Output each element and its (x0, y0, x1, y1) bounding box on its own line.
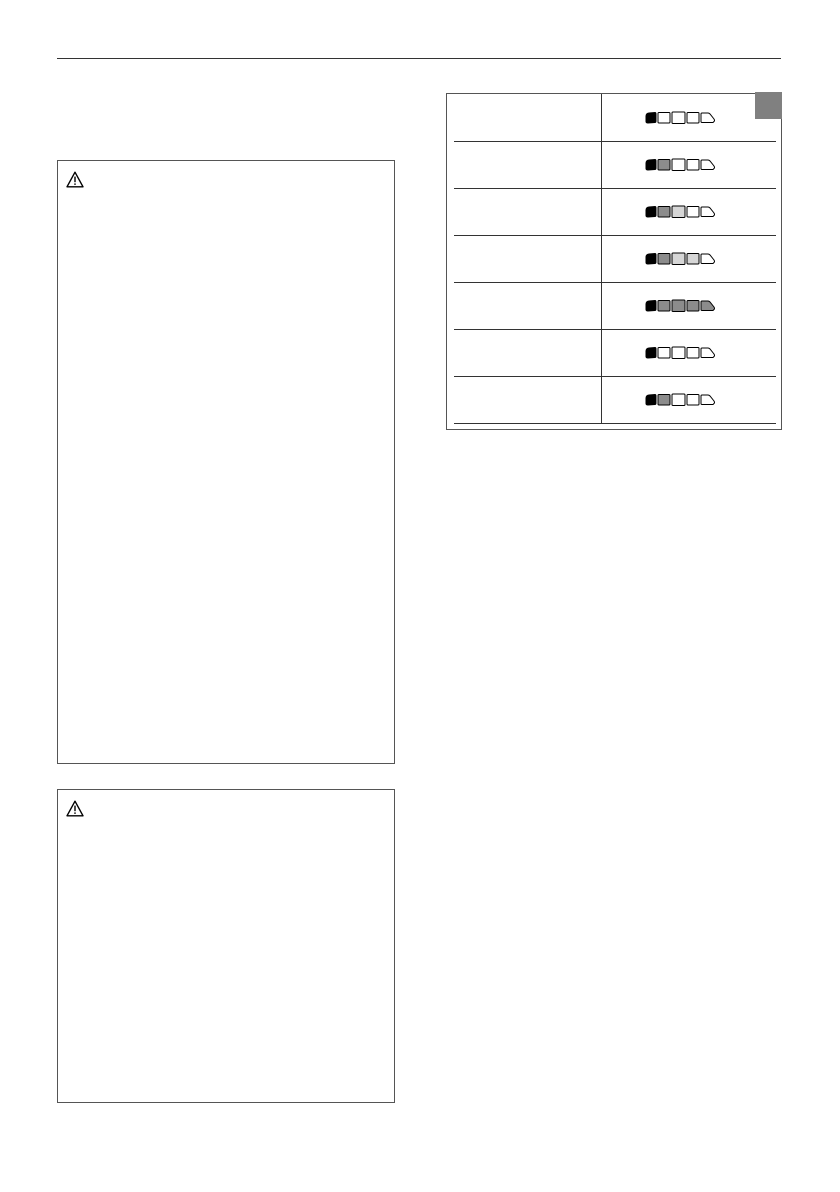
level-segment (687, 207, 699, 218)
side-tab (755, 92, 782, 119)
level-segment (658, 254, 670, 265)
row-divider (454, 235, 776, 236)
level-segment (687, 254, 699, 265)
level-segment (701, 301, 715, 311)
level-segment (658, 207, 670, 218)
level-segment (672, 300, 685, 312)
level-indicator-icon (645, 158, 735, 172)
level-segment (687, 348, 699, 359)
warning-triangle-icon (66, 800, 84, 817)
column-divider (601, 94, 602, 424)
row-divider (454, 188, 776, 189)
level-segment (701, 160, 715, 170)
row-divider (454, 376, 776, 377)
level-segment (646, 348, 656, 359)
level-segment (672, 112, 685, 124)
level-indicator-icon (645, 205, 735, 219)
level-indicator-icon (645, 111, 735, 125)
level-indicator-icon (645, 346, 735, 360)
level-indicator-icon (645, 252, 735, 266)
level-segment (701, 348, 715, 358)
warning-triangle-icon (66, 171, 84, 188)
header-rule (57, 58, 781, 59)
level-segment (672, 253, 685, 265)
level-segment (646, 254, 656, 265)
caution-box-2 (57, 789, 395, 1103)
level-segment (687, 160, 699, 171)
level-segment (701, 395, 715, 405)
level-segment (687, 395, 699, 406)
level-segment (646, 207, 656, 218)
level-segment (646, 301, 656, 312)
level-indicator-icon (645, 299, 735, 313)
row-divider (454, 329, 776, 330)
mode-table (446, 93, 782, 430)
level-segment (658, 395, 670, 406)
level-segment (672, 206, 685, 218)
level-segment (658, 113, 670, 124)
level-segment (658, 160, 670, 171)
level-segment (646, 113, 656, 124)
level-segment (646, 160, 656, 171)
level-segment (701, 254, 715, 264)
level-segment (658, 301, 670, 312)
level-segment (687, 301, 699, 312)
row-divider (454, 141, 776, 142)
level-segment (672, 347, 685, 359)
level-segment (701, 113, 715, 123)
level-segment (672, 394, 685, 406)
level-segment (658, 348, 670, 359)
level-segment (701, 207, 715, 217)
row-divider (454, 423, 776, 424)
level-segment (646, 395, 656, 406)
level-segment (687, 113, 699, 124)
caution-box-1 (57, 160, 395, 764)
level-segment (672, 159, 685, 171)
row-divider (454, 282, 776, 283)
level-indicator-icon (645, 393, 735, 407)
